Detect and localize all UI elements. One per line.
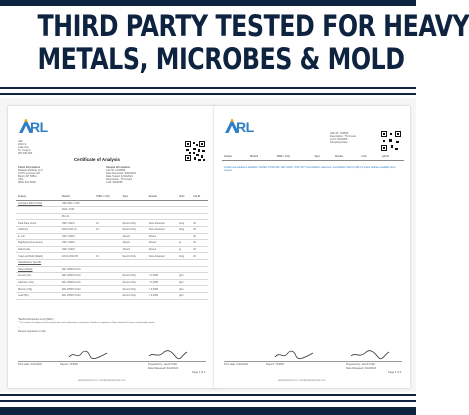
footer-divider (18, 361, 206, 362)
column-header: Lab ID (380, 154, 404, 160)
table-cell: Salmonella (16, 246, 60, 253)
column-header: Spec (121, 194, 147, 200)
table-cell: None Detected (147, 226, 177, 233)
headline-line-1: THIRD PARTY TESTED FOR HEAVY (37, 9, 469, 43)
footnote-2: ** The result is the minimum level of growth that can be detected per unit/volume. Results are reported as "None Detected" if there is no detectable growth. (18, 322, 155, 324)
page-number: Page 1 of 2 (192, 371, 206, 374)
table-row (16, 220, 208, 227)
table-cell (191, 207, 208, 214)
table-row (16, 246, 208, 253)
table-cell: Lead (Pb) (16, 292, 60, 299)
column-header: Analyte (16, 194, 60, 200)
bottom-navy-bar (0, 407, 416, 415)
arl-logo (18, 116, 52, 136)
table-row (16, 279, 208, 286)
sample-info-heading: Sample Information (106, 166, 131, 169)
table-cell: Record Only (121, 253, 147, 260)
table-cell: 20 (191, 226, 208, 233)
page2-id-line-2: Description: TS Cream (330, 135, 357, 138)
table-cell: cfu/g (177, 220, 191, 227)
table-cell (177, 213, 191, 220)
table-row (16, 273, 208, 280)
footer-print-date: Print date: 6/12/2024 (18, 363, 43, 366)
top-navy-bar (0, 0, 416, 6)
table-cell (191, 286, 208, 293)
footer-report: Report: 734666 (60, 363, 78, 366)
table-cell (94, 200, 120, 207)
table-cell (121, 213, 147, 220)
signature-image-2 (350, 350, 390, 360)
table-row (16, 259, 208, 266)
table-cell: /g (177, 246, 191, 253)
lab-address-4: St. Joseph, (18, 149, 31, 152)
column-header: Units (359, 154, 380, 160)
table-cell (191, 259, 208, 266)
table-cell (94, 240, 120, 247)
table-cell: 20 (191, 220, 208, 227)
table-row (16, 233, 208, 240)
footnote-4: Review signature on file. (18, 330, 47, 333)
table-cell: cfu/g (177, 253, 191, 260)
table-cell: ppm (177, 273, 191, 280)
table-cell (94, 292, 120, 299)
client-info-heading: Client Information (18, 166, 41, 169)
table-cell: Absent (121, 240, 147, 247)
table-cell (147, 200, 177, 207)
table-cell: < 0.0050 (147, 273, 177, 280)
lab-address-2: 2010 S. (18, 143, 27, 146)
table-cell: Classification Specific (16, 259, 60, 266)
divider-bottom-1 (0, 394, 416, 396)
table-row (16, 226, 208, 233)
table-cell: ppm (177, 286, 191, 293)
table-cell: Complete Micro Profile (16, 200, 60, 207)
table-cell: USP <2022> (60, 246, 94, 253)
table-row (16, 200, 208, 207)
headline-line-2: METALS, MICROBES & MOLD (37, 42, 405, 76)
table-cell: E. coli (16, 233, 60, 240)
table-row (16, 286, 208, 293)
table-cell: USP <2022> (60, 233, 94, 240)
table-cell: 061 14 (60, 213, 94, 220)
results-table (16, 194, 208, 300)
table-cell: Staphylococcus aureus (16, 240, 60, 247)
client-phone: (800) 621-5000 (18, 181, 36, 184)
table-cell (94, 246, 120, 253)
table-cell: ARL CPMS 6.014 (60, 292, 94, 299)
table-cell (147, 213, 177, 220)
client-line-4: USA (18, 178, 24, 181)
table-cell (147, 266, 177, 273)
table-row (16, 207, 208, 214)
table-row (16, 292, 208, 299)
table-cell (94, 259, 120, 266)
qr-code-icon (184, 140, 206, 162)
table-cell (177, 233, 191, 240)
table-cell (121, 266, 147, 273)
logo-text: RL (30, 119, 48, 135)
page2-header-table (222, 154, 404, 161)
table-cell: 10 (94, 253, 120, 260)
lab-address-1: ARL (18, 140, 24, 143)
column-header: Spec (312, 154, 333, 160)
table-cell: None Detected (147, 220, 177, 227)
table-cell: ARL CPMS 6.014 (60, 266, 94, 273)
column-header: Units (177, 194, 191, 200)
table-cell: ARL CPMS 6.014 (60, 286, 94, 293)
column-header: Lab ID (191, 194, 208, 200)
table-cell: Absent (121, 246, 147, 253)
table-cell (94, 207, 120, 214)
sample-line-1: Lab ID: 1234569 (106, 169, 126, 172)
table-cell: Record Only (121, 292, 147, 299)
page2-id-line-4: Sampling Date: - (330, 141, 350, 144)
table-cell (94, 273, 120, 280)
logo-text: RL (236, 119, 254, 135)
table-cell (191, 213, 208, 220)
table-cell: Record Only (121, 220, 147, 227)
table-cell: 10 (94, 220, 120, 227)
table-cell (177, 266, 191, 273)
table-row (16, 240, 208, 247)
arl-logo (224, 116, 258, 136)
table-cell (191, 292, 208, 299)
table-cell: 2022 / 2023 (60, 207, 94, 214)
table-cell: USP 2021 / USP (60, 200, 94, 207)
table-cell (191, 266, 208, 273)
table-cell (191, 200, 208, 207)
table-cell: 20 (191, 253, 208, 260)
table-cell (121, 200, 147, 207)
table-cell (94, 213, 120, 220)
table-cell: Absent (147, 240, 177, 247)
qr-code-icon (380, 130, 402, 152)
page2-id-line-3: Lot #: 2024056 (330, 138, 348, 141)
footer-release-date: Date Released: 6/12/2024 (148, 367, 179, 370)
column-header: Method (60, 194, 94, 200)
table-cell (16, 213, 60, 220)
lab-address-3: Lake Ave. (18, 146, 30, 149)
table-cell: USP <2021> (60, 220, 94, 227)
table-cell (94, 286, 120, 293)
sample-line-3: Date Tested: 6/12/2024 (106, 175, 133, 178)
table-cell (16, 207, 60, 214)
table-cell: 10 (94, 226, 120, 233)
table-cell: Yeast and Mold (Rapid) (16, 253, 60, 260)
sample-line-4: Description: TS Cream (106, 178, 133, 181)
signature-image (274, 350, 314, 360)
column-header: Results (147, 194, 177, 200)
lab-address-5: ZIP 000-000 (18, 152, 33, 155)
footer-print-date: Print date: 6/12/2024 (224, 363, 249, 366)
sample-line-5: Lot#: 2024056 (106, 181, 123, 184)
table-cell (94, 266, 120, 273)
divider-bottom-2 (0, 400, 416, 402)
table-cell: < 0.0050 (147, 279, 177, 286)
table-cell: 20 (191, 246, 208, 253)
table-cell (121, 259, 147, 266)
table-cell: Record Only (121, 286, 147, 293)
table-cell (177, 207, 191, 214)
footer-release-date: Date Released: 6/12/2024 (346, 367, 377, 370)
table-cell: Absent (121, 233, 147, 240)
table-cell: AOAC 2014.05 (60, 253, 94, 260)
table-cell: ppm (177, 279, 191, 286)
table-cell (121, 207, 147, 214)
headline (0, 9, 469, 76)
signature-image-2 (148, 350, 188, 360)
table-cell (94, 279, 120, 286)
table-row (16, 266, 208, 273)
table-cell: /g (177, 240, 191, 247)
certificate-page-2 (214, 106, 410, 388)
table-cell: < 0.0050 (147, 286, 177, 293)
signature-image (68, 350, 108, 360)
client-line-1: Radiant Medical, LLC (18, 169, 43, 172)
table-cell (177, 200, 191, 207)
table-cell: Absent (147, 246, 177, 253)
client-line-3: Beloit, WI 53511 (18, 175, 37, 178)
table-cell: Mercury (Hg) (16, 286, 60, 293)
page-number: Page 2 of 2 (388, 371, 402, 374)
column-header: Method (248, 154, 274, 160)
table-cell (60, 259, 94, 266)
footer-contact: arlanalytical.com | info@arlanalytical.com (278, 379, 326, 382)
footer-contact: arlanalytical.com | info@arlanalytical.com (78, 379, 126, 382)
table-cell (147, 259, 177, 266)
table-cell: ARL CPMS 6.014 (60, 279, 94, 286)
client-line-2: 2175 Lynmoore Rd. (18, 172, 41, 175)
table-cell (177, 259, 191, 266)
footer-prepared-by: Prepared by: Jacob Toller (148, 363, 178, 366)
sample-line-2: Date Received: 3/02/2024 (106, 172, 136, 175)
divider-top-1 (0, 87, 416, 89)
column-header: TMDL / LOQ (274, 154, 312, 160)
footer-divider (224, 361, 402, 362)
footnote-3: ... (18, 326, 21, 329)
table-cell: Coliforms (16, 226, 60, 233)
table-cell (94, 233, 120, 240)
table-cell: ARL CPMS 6.014 (60, 273, 94, 280)
table-cell: AOAC 991.14 (60, 226, 94, 233)
column-header: Results (333, 154, 359, 160)
table-cell: None Detected (147, 253, 177, 260)
table-cell: Heavy Metals (16, 266, 60, 273)
table-cell (191, 273, 208, 280)
table-cell: 20 (191, 233, 208, 240)
footer-report: Report: 734666 (266, 363, 284, 366)
table-cell: < 0.0050 (147, 292, 177, 299)
page2-id-line-1: ARL ID: 734666 (330, 132, 349, 135)
accreditation-note: Certain accreditations available: ISO/IEC 17025 ARL, ARL AOAC / PSO 3477 accreditation statement. Accreditation held by ARL for scope facilities available upon request. (224, 166, 396, 173)
column-header: Analyte (222, 154, 248, 160)
table-cell: Record Only (121, 279, 147, 286)
table-cell (147, 207, 177, 214)
table-cell: 20 (191, 240, 208, 247)
divider-top-2 (0, 93, 416, 95)
table-cell: USP <2022> (60, 240, 94, 247)
table-cell: Absent (147, 233, 177, 240)
table-cell: Total Plate Count (16, 220, 60, 227)
table-row (16, 253, 208, 260)
footer-prepared-by: Prepared by: Jacob Toller (346, 363, 376, 366)
table-header-row (222, 154, 404, 160)
table-cell: ppm (177, 292, 191, 299)
table-cell: Arsenic (As) (16, 273, 60, 280)
table-cell: Cadmium (Cd) (16, 279, 60, 286)
certificate-page-1 (8, 106, 216, 388)
footnote-1: *Method Detection Limit (MDL) (18, 318, 54, 321)
table-row (16, 213, 208, 220)
table-cell: cfu/g (177, 226, 191, 233)
table-cell (191, 279, 208, 286)
table-cell: Record Only (121, 273, 147, 280)
column-header: TMDL / LOQ (94, 194, 120, 200)
table-cell: Record Only (121, 226, 147, 233)
certificate-title: Certificate of Analysis (74, 157, 120, 162)
